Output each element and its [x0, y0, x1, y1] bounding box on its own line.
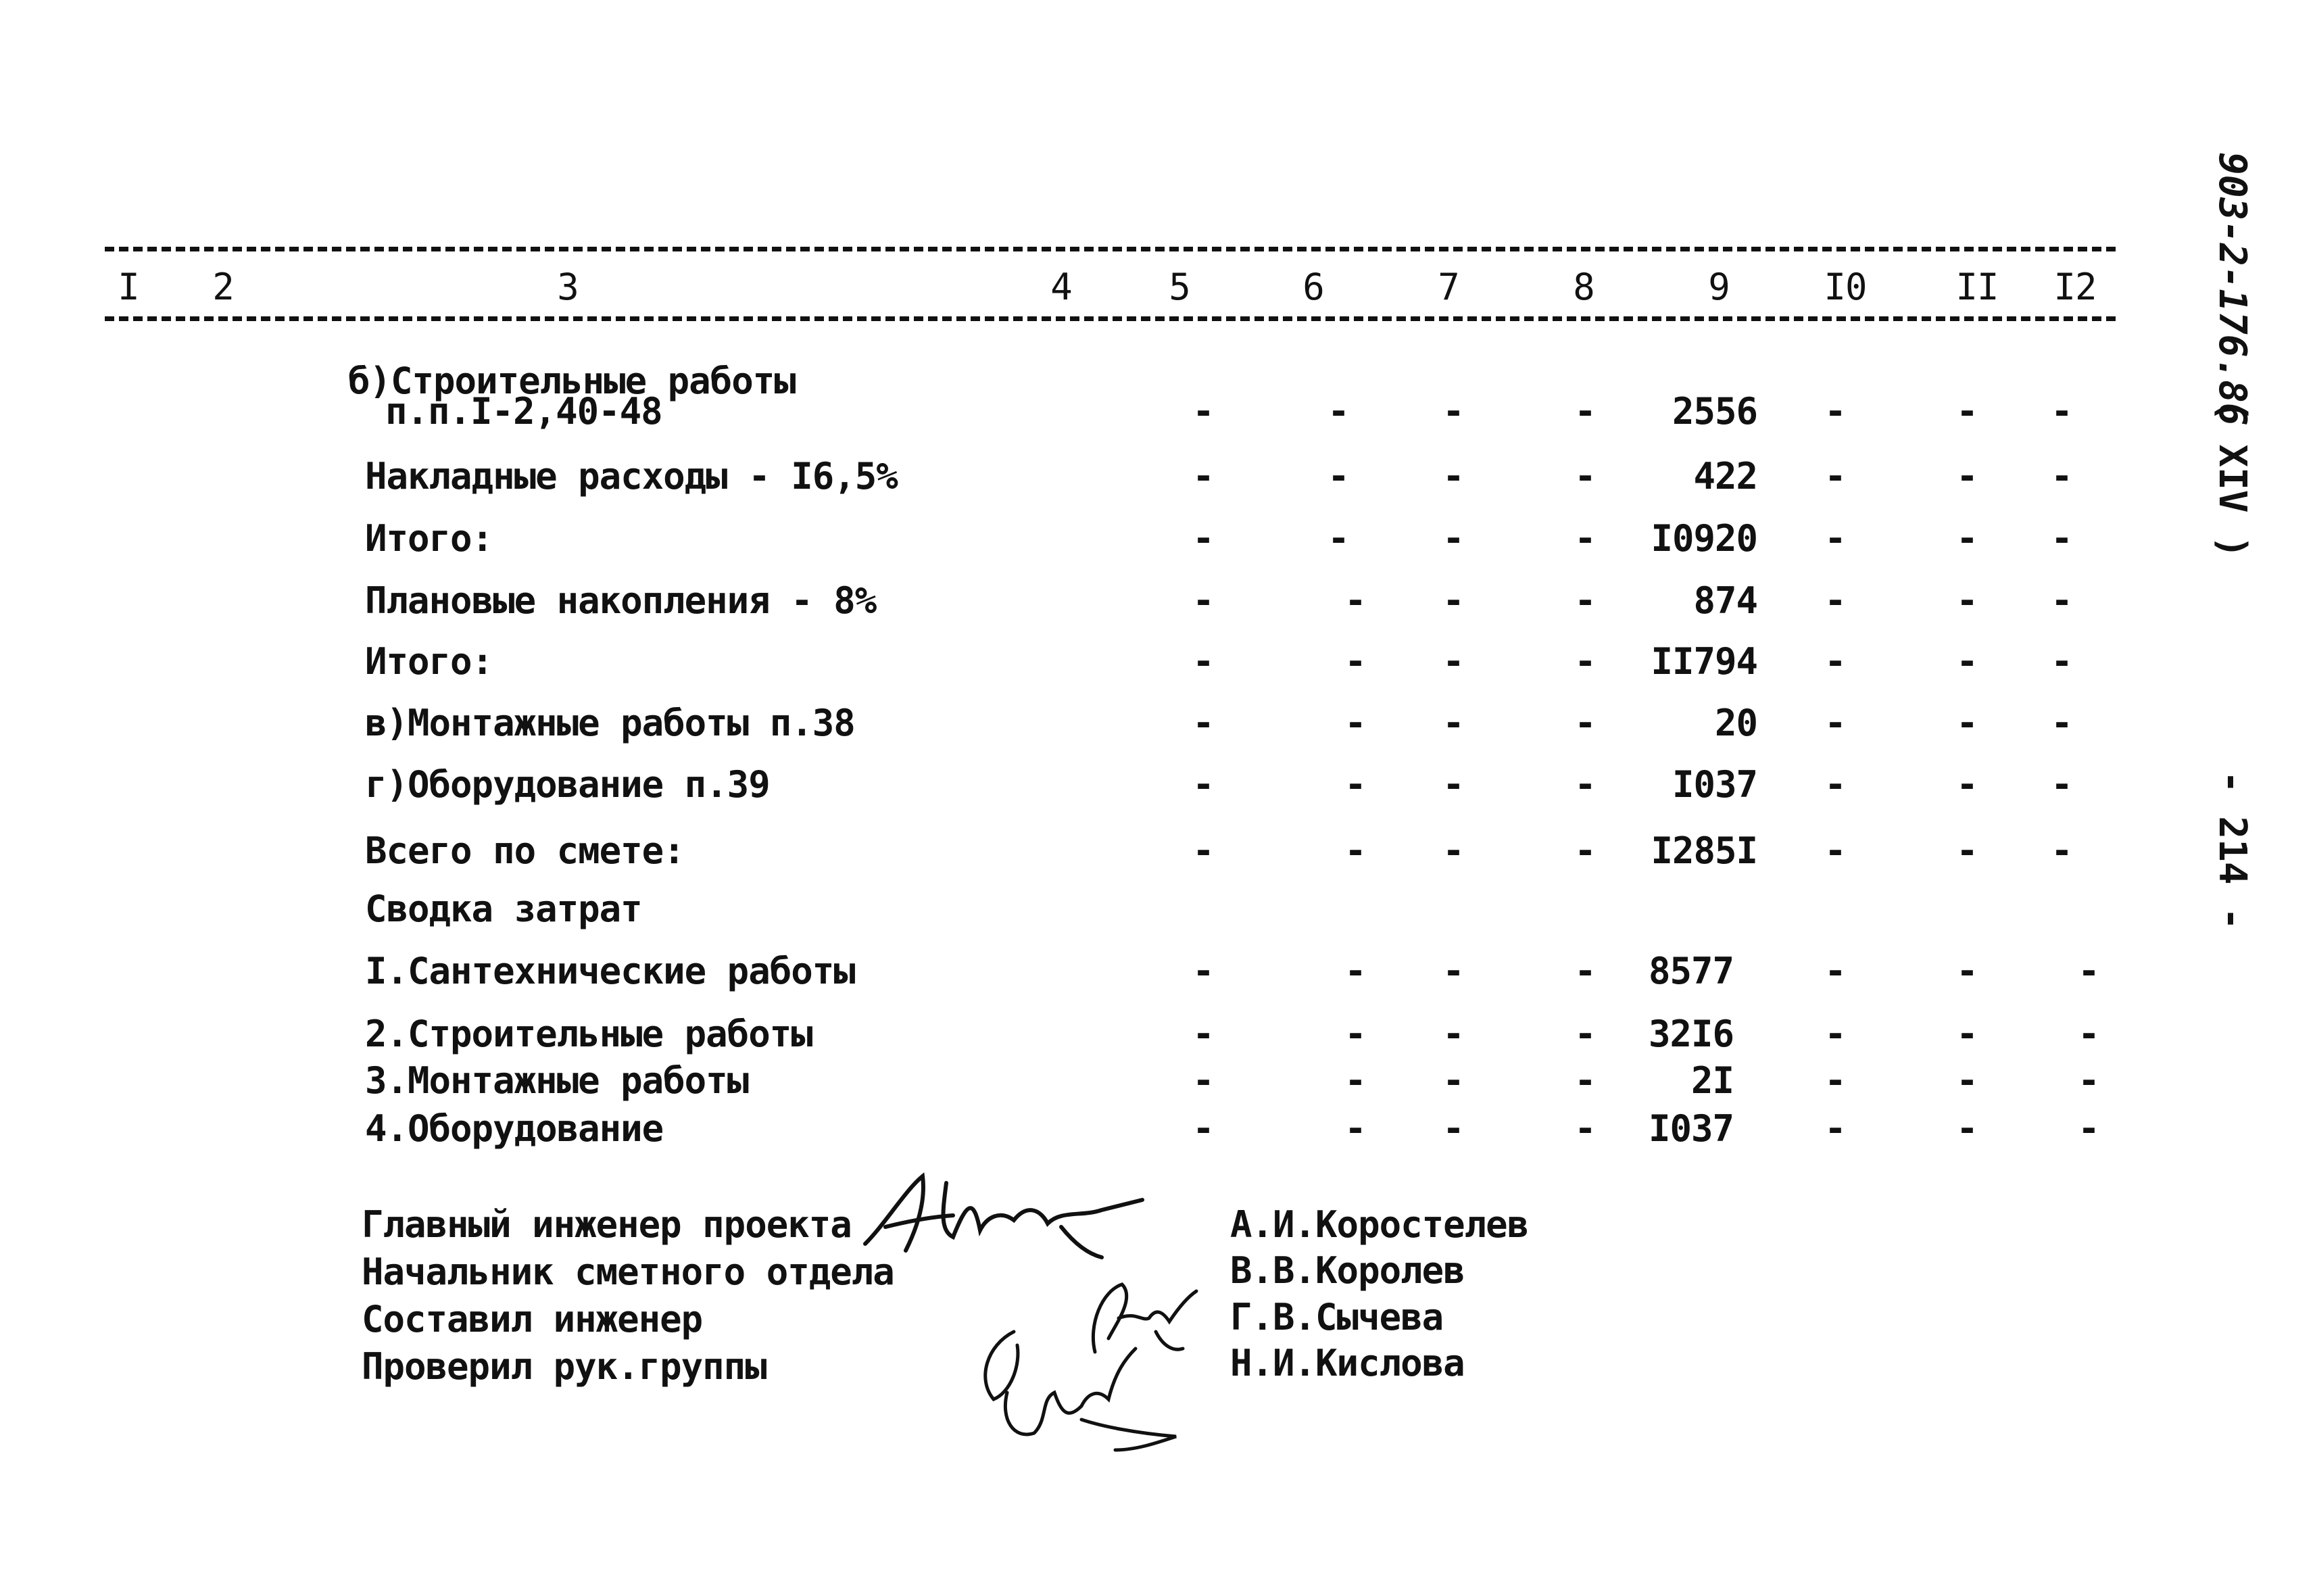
cell-c6: -	[1327, 517, 1349, 560]
signature-role: Составил инженер	[362, 1298, 703, 1340]
signature-role: Проверил рук.группы	[362, 1345, 766, 1388]
handwritten-signature-3	[967, 1318, 1190, 1453]
cell-c7: -	[1442, 1013, 1464, 1055]
row-label: 2.Строительные работы	[365, 1013, 812, 1055]
row-label: г)Оборудование п.39	[365, 763, 770, 806]
row-label: Итого:	[365, 640, 493, 683]
cell-c10: -	[1824, 390, 1846, 433]
cell-c12: -	[2051, 640, 2072, 683]
cell-c7: -	[1442, 950, 1464, 992]
cell-c10: -	[1824, 763, 1846, 806]
cell-c6: -	[1344, 1059, 1366, 1102]
cell-c7: -	[1442, 390, 1464, 433]
row-label: 3.Монтажные работы	[365, 1059, 749, 1102]
cell-c7: -	[1442, 1059, 1464, 1102]
cell-c6: -	[1344, 702, 1366, 744]
cell-c7: -	[1442, 579, 1464, 622]
cell-c5: -	[1192, 1013, 1214, 1055]
signature-role: Начальник сметного отдела	[362, 1251, 894, 1293]
row-label: Плановые накопления - 8%	[365, 579, 877, 622]
cell-c6: -	[1344, 1107, 1366, 1150]
cell-c9: I285I	[1651, 829, 1757, 872]
cell-c5: -	[1192, 702, 1214, 744]
cell-c12: -	[2051, 455, 2072, 498]
cell-c12: -	[2051, 702, 2072, 744]
cell-c11: -	[1956, 829, 1978, 872]
page-number-vertical: - 214 -	[2210, 771, 2254, 931]
col-header-9: 9	[1708, 266, 1730, 308]
cell-c12: -	[2051, 390, 2072, 433]
col-header-3: 3	[557, 266, 579, 308]
cell-c6: -	[1344, 579, 1366, 622]
row-label: Итого:	[365, 517, 493, 560]
cell-c5: -	[1192, 390, 1214, 433]
cell-c8: -	[1574, 1107, 1596, 1150]
cell-c9: 20	[1714, 702, 1757, 744]
cell-c10: -	[1824, 829, 1846, 872]
cell-c6: -	[1344, 829, 1366, 872]
cell-c10: -	[1824, 1013, 1846, 1055]
cell-c9: 2I	[1690, 1059, 1734, 1102]
cell-c7: -	[1442, 829, 1464, 872]
cell-c7: -	[1442, 1107, 1464, 1150]
cell-c12: -	[2078, 950, 2099, 992]
col-header-7: 7	[1438, 266, 1459, 308]
cell-c5: -	[1192, 579, 1214, 622]
cell-c11: -	[1956, 455, 1978, 498]
cell-c7: -	[1442, 640, 1464, 683]
cell-c7: -	[1442, 763, 1464, 806]
col-header-2: 2	[212, 266, 234, 308]
cell-c6: -	[1327, 455, 1349, 498]
cell-c10: -	[1824, 950, 1846, 992]
cell-c9: 32I6	[1648, 1013, 1734, 1055]
cell-c8: -	[1574, 517, 1596, 560]
row-label: Накладные расходы - I6,5%	[365, 455, 898, 498]
cell-c8: -	[1574, 579, 1596, 622]
cell-c8: -	[1574, 702, 1596, 744]
cell-c12: -	[2051, 829, 2072, 872]
cell-c12: -	[2078, 1107, 2099, 1150]
volume-code-vertical: ( XIV )	[2210, 399, 2254, 559]
cell-c11: -	[1956, 1107, 1978, 1150]
signature-name: Н.И.Кислова	[1230, 1342, 1465, 1384]
cell-c9: 874	[1693, 579, 1757, 622]
cell-c5: -	[1192, 829, 1214, 872]
cell-c10: -	[1824, 517, 1846, 560]
cell-c6: -	[1344, 1013, 1366, 1055]
row-label: в)Монтажные работы п.38	[365, 702, 855, 744]
row-label: 4.Оборудование	[365, 1107, 664, 1150]
cell-c12: -	[2051, 579, 2072, 622]
cell-c8: -	[1574, 763, 1596, 806]
cell-c11: -	[1956, 640, 1978, 683]
col-header-8: 8	[1573, 266, 1594, 308]
cell-c9: 2556	[1672, 390, 1757, 433]
cell-c10: -	[1824, 579, 1846, 622]
cell-c11: -	[1956, 517, 1978, 560]
cell-c7: -	[1442, 517, 1464, 560]
cell-c10: -	[1824, 455, 1846, 498]
cell-c11: -	[1956, 763, 1978, 806]
signature-name: А.И.Коростелев	[1230, 1203, 1529, 1246]
cell-c7: -	[1442, 702, 1464, 744]
cell-c8: -	[1574, 950, 1596, 992]
col-header-12: I2	[2053, 266, 2097, 308]
cell-c8: -	[1574, 390, 1596, 433]
cell-c12: -	[2078, 1059, 2099, 1102]
row-label: б)Строительные работы	[348, 360, 796, 402]
cell-c9: 422	[1693, 455, 1757, 498]
cell-c8: -	[1574, 1059, 1596, 1102]
cell-c6: -	[1327, 390, 1349, 433]
cell-c12: -	[2051, 763, 2072, 806]
cell-c6: -	[1344, 640, 1366, 683]
cell-c6: -	[1344, 763, 1366, 806]
cell-c9: I037	[1672, 763, 1757, 806]
col-header-10: I0	[1824, 266, 1867, 308]
handwritten-signature-1	[858, 1163, 1149, 1264]
col-header-6: 6	[1302, 266, 1324, 308]
cell-c6: -	[1344, 950, 1366, 992]
cell-c5: -	[1192, 455, 1214, 498]
cell-c5: -	[1192, 950, 1214, 992]
cell-c9: 8577	[1648, 950, 1734, 992]
cell-c5: -	[1192, 640, 1214, 683]
col-header-5: 5	[1169, 266, 1190, 308]
header-bottom-rule	[105, 316, 2116, 321]
row-label: I.Сантехнические работы	[365, 950, 855, 992]
cell-c11: -	[1956, 390, 1978, 433]
cell-c10: -	[1824, 640, 1846, 683]
cell-c9: I0920	[1651, 517, 1757, 560]
signature-role: Главный инженер проекта	[362, 1203, 852, 1246]
cell-c5: -	[1192, 1059, 1214, 1102]
cell-c11: -	[1956, 702, 1978, 744]
cell-c12: -	[2051, 517, 2072, 560]
col-header-11: II	[1955, 266, 1999, 308]
cell-c7: -	[1442, 455, 1464, 498]
cell-c8: -	[1574, 455, 1596, 498]
cell-c10: -	[1824, 702, 1846, 744]
cell-c9: II794	[1651, 640, 1757, 683]
cell-c12: -	[2078, 1013, 2099, 1055]
cell-c11: -	[1956, 579, 1978, 622]
signature-name: Г.В.Сычева	[1230, 1296, 1444, 1338]
series-code-vertical: 903-2-176.86	[2210, 152, 2254, 426]
cell-c11: -	[1956, 950, 1978, 992]
cell-c8: -	[1574, 1013, 1596, 1055]
cell-c8: -	[1574, 829, 1596, 872]
col-header-1: I	[118, 266, 139, 308]
cell-c5: -	[1192, 517, 1214, 560]
cell-c9: I037	[1648, 1107, 1734, 1150]
cell-c11: -	[1956, 1059, 1978, 1102]
row-label-continued: п.п.I-2,40-48	[385, 390, 662, 433]
cell-c5: -	[1192, 1107, 1214, 1150]
col-header-4: 4	[1050, 266, 1072, 308]
signature-name: В.В.Королев	[1230, 1249, 1465, 1292]
cell-c10: -	[1824, 1059, 1846, 1102]
cell-c8: -	[1574, 640, 1596, 683]
section-heading: Сводка затрат	[365, 888, 642, 930]
row-label: Всего по смете:	[365, 829, 685, 872]
header-top-rule	[105, 247, 2116, 251]
cell-c10: -	[1824, 1107, 1846, 1150]
cell-c5: -	[1192, 763, 1214, 806]
cell-c11: -	[1956, 1013, 1978, 1055]
